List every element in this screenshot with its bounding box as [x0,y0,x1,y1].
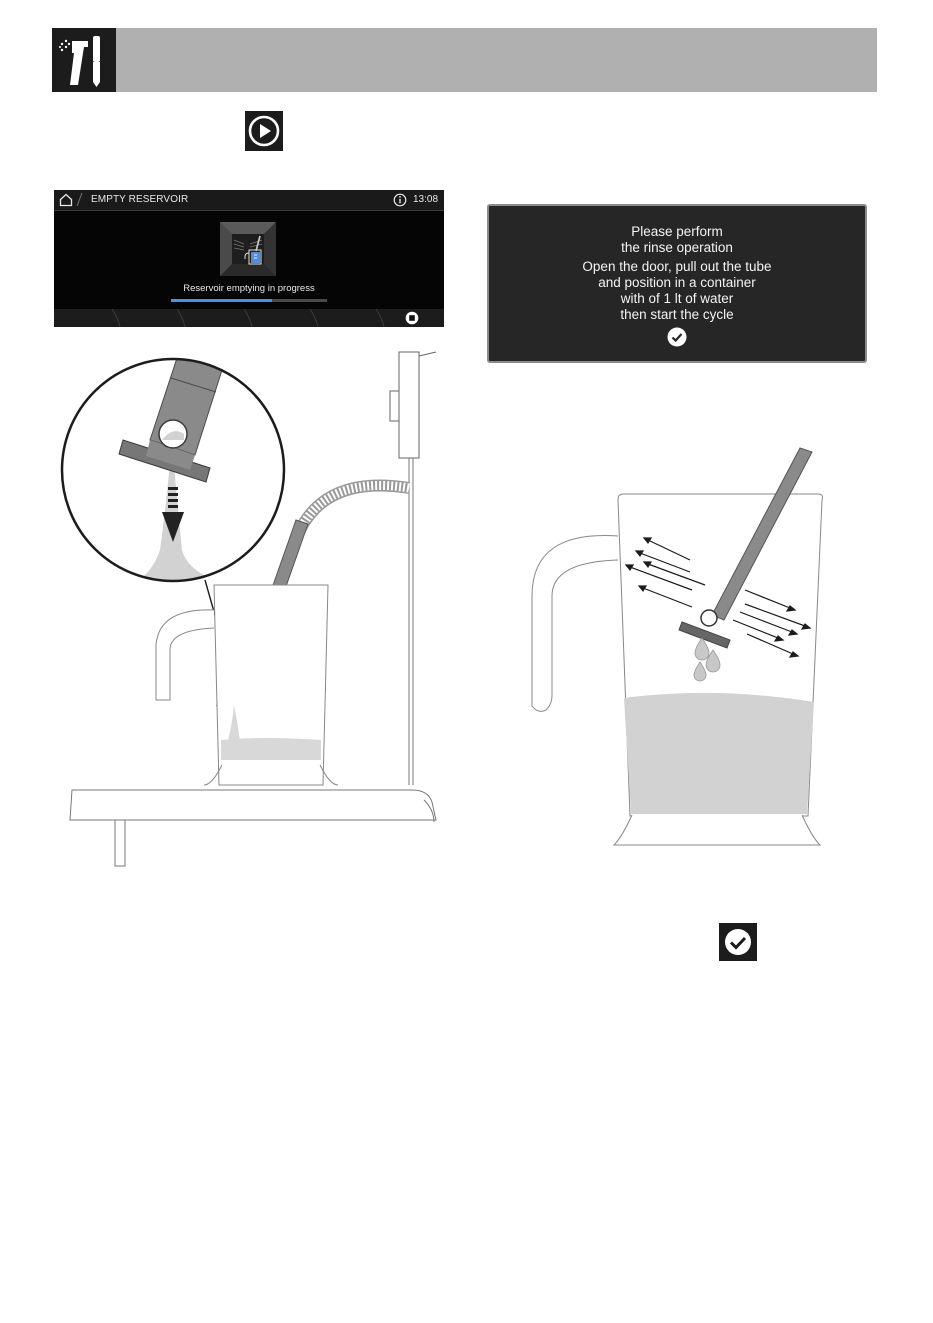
screen-bottom-bar [54,309,444,327]
info-icon[interactable] [393,193,407,207]
home-icon[interactable] [59,193,73,207]
emptying-illustration [0,340,466,880]
zoom-detail [62,355,284,590]
screen-title: EMPTY RESERVOIR [91,194,189,205]
device-screen [54,190,444,327]
message-line: and position in a container [598,275,756,290]
reservoir-icon [220,222,276,276]
message-heading [489,224,865,256]
progress-fill [171,299,272,302]
rinse-message-panel [487,204,867,363]
rinse-illustration [520,440,840,860]
breadcrumb-separator [77,193,83,206]
message-instructions [489,259,865,323]
stop-icon[interactable] [405,311,419,325]
confirm-check-icon[interactable] [667,327,687,347]
progress-bar [171,299,327,302]
status-text: Reservoir emptying in progress [183,283,315,294]
check-button [719,923,757,961]
message-line: Please perform [631,224,723,239]
section-header-bar [52,28,877,92]
message-line: with of 1 lt of water [620,291,734,306]
play-button [245,111,283,151]
screen-clock: 13:08 [413,194,439,205]
message-line: Open the door, pull out the tube [582,259,772,274]
cleaning-tools-icon [52,28,116,92]
message-line: then start the cycle [620,307,734,322]
message-line: the rinse operation [621,240,733,255]
bottom-bar-dividers [54,309,394,327]
screen-top-bar [54,190,444,211]
